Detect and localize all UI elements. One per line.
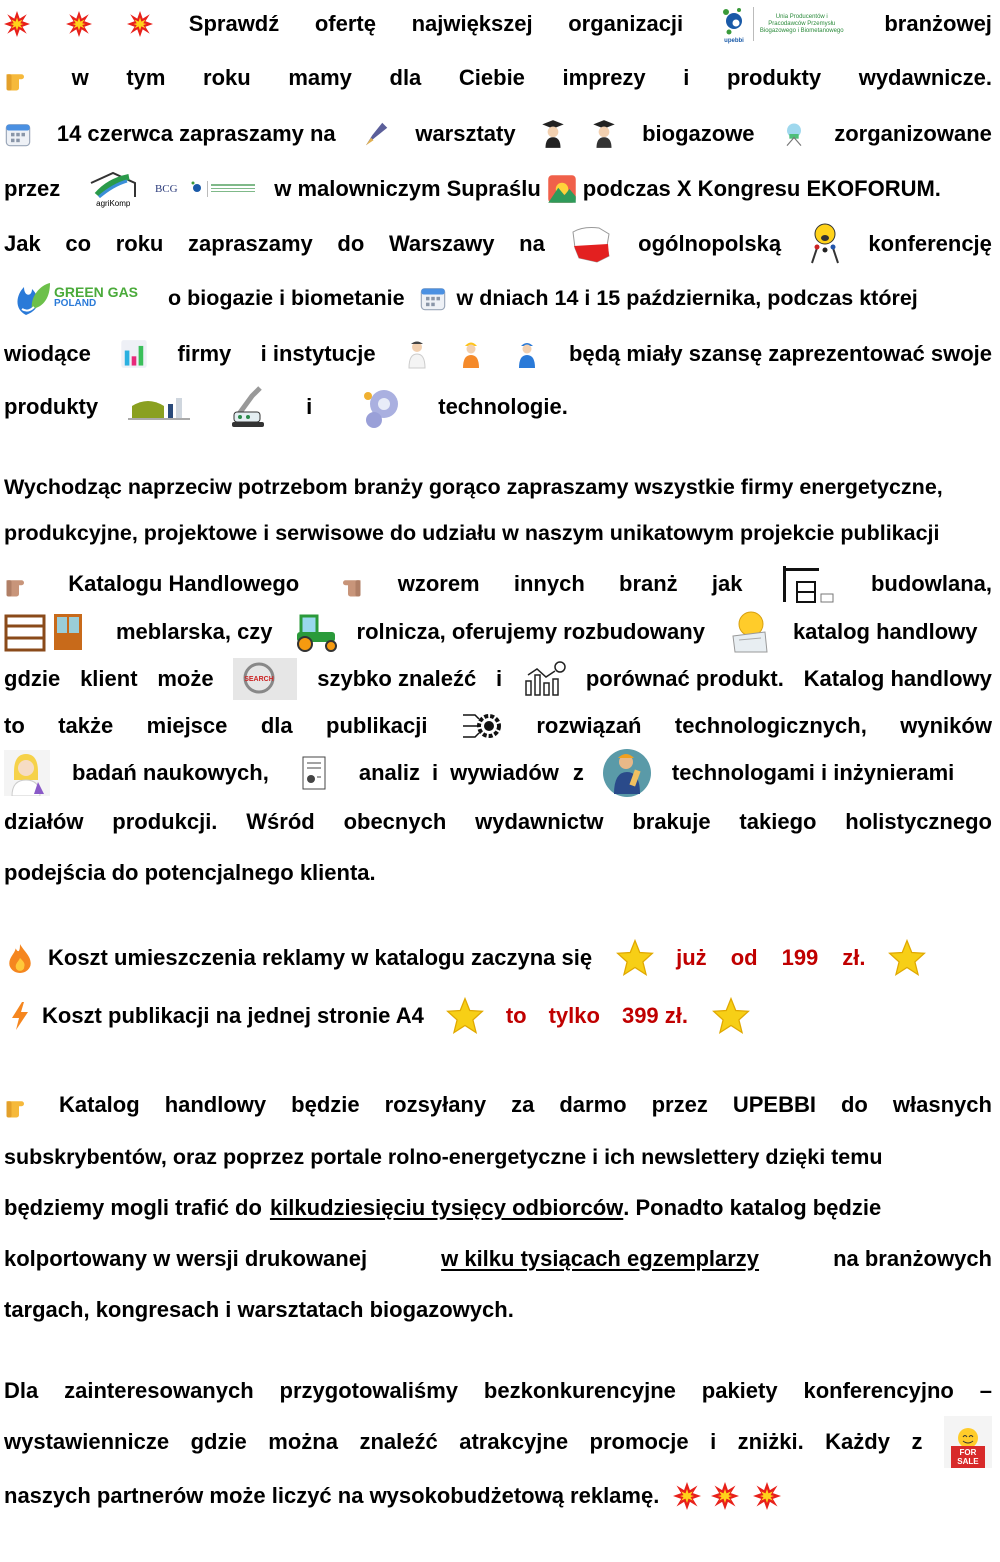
word: własnych: [892, 1092, 992, 1117]
text: będziemy mogli trafić do: [4, 1195, 262, 1220]
price-value: 199: [781, 945, 819, 970]
word: pakiety: [701, 1378, 778, 1403]
text: także: [58, 713, 114, 738]
text: jak: [711, 571, 743, 596]
upebbi-logo-small: [190, 169, 262, 209]
star-icon: [446, 997, 484, 1035]
svg-text:SEARCH: SEARCH: [244, 676, 275, 683]
scientist-icon: [405, 339, 429, 369]
word: roku: [115, 231, 164, 256]
calendar-icon: [4, 120, 32, 148]
text: na branżowych: [833, 1246, 992, 1271]
text: miejsce: [146, 713, 228, 738]
text: będą miały szansę zaprezentować swoje: [568, 341, 992, 366]
price-value: 399 zł.: [621, 1003, 688, 1028]
text: przez: [4, 176, 61, 201]
word: promocje: [589, 1429, 689, 1454]
text: produkcyjne, projektowe i serwisowe do udziału w naszym unikatowym projekcie publikacji: [4, 520, 940, 545]
word: do: [840, 1092, 868, 1117]
word: ofertę: [314, 11, 376, 36]
text: rozwiązań: [536, 713, 642, 738]
underlined-text: kilkudziesięciu tysięcy odbiorców: [269, 1195, 624, 1220]
text: produkty: [4, 394, 99, 419]
text: branż: [619, 571, 678, 596]
price-highlight: tylko: [548, 1003, 600, 1028]
distribution-line-2: [4, 1138, 992, 1176]
newspaper-reader-icon: [725, 610, 773, 654]
catalog-paragraph-line-4: [4, 610, 992, 654]
text: w malowniczym Supraślu: [274, 176, 541, 201]
text: Wychodząc naprzeciw potrzebom branży gorąco zapraszamy wszystkie firmy energetyczne,: [4, 474, 943, 499]
text: budowlana,: [870, 571, 992, 596]
female-scientist-icon: [4, 750, 50, 796]
text: klient: [80, 666, 138, 691]
upebbi-full-name: Unia Producentów i Pracodawców Przemysłu Biogazowego i Biometanowego: [759, 13, 844, 34]
catalog-paragraph-line-6: [4, 706, 992, 746]
packages-line-2: [4, 1414, 992, 1470]
svg-text:upebbi: upebbi: [723, 38, 744, 44]
text: działów: [4, 809, 84, 834]
robot-arm-icon: [226, 384, 270, 430]
text: 14 czerwca zapraszamy na: [56, 121, 336, 146]
text: kolportowany w wersji drukowanej: [4, 1246, 368, 1271]
text: badań naukowych,: [72, 760, 269, 785]
flask-icon: [779, 120, 809, 148]
word: na: [519, 231, 545, 256]
text: Koszt umieszczenia reklamy w katalogu zaczyna się: [48, 945, 593, 970]
text: takiego: [739, 809, 817, 834]
distribution-line-3: [4, 1189, 992, 1227]
construction-worker-icon: [458, 339, 484, 369]
comparison-chart-icon: [522, 661, 566, 697]
green-gas-poland-logo: GREEN GAS POLAND: [12, 278, 152, 318]
conference-speaker-icon: [806, 223, 844, 265]
text: wiodące: [4, 341, 91, 366]
pointing-hand-icon: [4, 569, 34, 599]
distribution-line-4: [4, 1240, 992, 1278]
word: za: [511, 1092, 535, 1117]
price-currency: zł.: [842, 945, 866, 970]
text: brakuje: [632, 809, 711, 834]
upebbi-logo: [719, 4, 849, 44]
price-line-ad: [4, 936, 992, 980]
intro-line-8: [4, 382, 992, 432]
star-icon: [712, 997, 750, 1035]
text: wydawnictw: [475, 809, 604, 834]
word: Sprawdź: [188, 11, 280, 36]
catalog-paragraph-line-7: [4, 748, 992, 798]
star-icon: [888, 939, 926, 977]
catalog-paragraph-line-9: [4, 854, 992, 892]
word: do: [337, 231, 365, 256]
text: to: [4, 713, 25, 738]
text: meblarska, czy: [116, 619, 273, 644]
text: firmy: [177, 341, 232, 366]
text: podejścia do potencjalnego klienta.: [4, 860, 376, 885]
burst-icon: [711, 1482, 739, 1510]
packages-line-3: [4, 1476, 992, 1516]
burst-icon: [127, 11, 153, 37]
word: zniżki.: [737, 1429, 804, 1454]
price-highlight: już: [676, 945, 707, 970]
construction-crane-icon: [777, 564, 837, 604]
text: publikacji: [326, 713, 428, 738]
word: wydawnicze.: [858, 65, 992, 90]
poland-map-icon: [569, 224, 613, 264]
text: wyników: [900, 713, 992, 738]
word: roku: [203, 65, 251, 90]
text: biogazowe: [642, 121, 755, 146]
packages-line-1: [4, 1372, 992, 1410]
text: holistycznego: [845, 809, 992, 834]
word: handlowy: [164, 1092, 267, 1117]
intro-line-7: [4, 332, 992, 376]
word: Katalog: [59, 1092, 140, 1117]
word: Ciebie: [458, 65, 525, 90]
price-line-a4: [4, 994, 992, 1038]
word: zapraszamy: [188, 231, 313, 256]
word: zainteresowanych: [64, 1378, 254, 1403]
word: przygotowaliśmy: [279, 1378, 459, 1403]
word: atrakcyjne: [459, 1429, 569, 1454]
text: rolnicza, oferujemy rozbudowany: [356, 619, 705, 644]
text: technologicznych,: [674, 713, 867, 738]
biogas-plant-icon: [128, 392, 190, 422]
text: i instytucje: [260, 341, 376, 366]
text: gdzie: [4, 666, 61, 691]
word: co: [65, 231, 92, 256]
catalog-paragraph-line-1: [4, 470, 992, 504]
text: dla: [260, 713, 293, 738]
cabinet-icon: [52, 612, 84, 652]
text: technologami i inżynierami: [671, 760, 955, 785]
tractor-icon: [291, 612, 341, 652]
bunk-bed-icon: [4, 612, 46, 652]
agrikomp-logo: agriKomp: [84, 167, 142, 211]
word: Warszawy: [388, 231, 495, 256]
text: . Ponadto katalog będzie: [623, 1195, 882, 1220]
text: może: [157, 666, 214, 691]
word: w: [71, 65, 89, 90]
word: Dla: [4, 1378, 39, 1403]
intro-line-4: [4, 166, 992, 212]
text: i: [431, 760, 439, 785]
distribution-line-1: [4, 1086, 992, 1124]
text: i: [306, 394, 313, 419]
word: darmo: [559, 1092, 627, 1117]
text: analiz: [358, 760, 420, 785]
student-man-icon: [591, 119, 617, 149]
text: z: [572, 760, 584, 785]
distribution-line-5: [4, 1291, 992, 1329]
burst-icon: [753, 1482, 781, 1510]
word: imprezy: [562, 65, 646, 90]
bcg-logo: BCG: [154, 183, 178, 195]
text: szybko znaleźć: [317, 666, 477, 691]
text: produkcji.: [112, 809, 218, 834]
word: gdzie: [190, 1429, 247, 1454]
word: wystawiennicze: [4, 1429, 170, 1454]
word: branżowej: [884, 11, 992, 36]
burst-icon: [66, 11, 92, 37]
text: Wśród: [246, 809, 315, 834]
word: Jak: [4, 231, 41, 256]
word: produkty: [726, 65, 822, 90]
word: ogólnopolską: [638, 231, 782, 256]
text: obecnych: [343, 809, 447, 834]
text: Katalogu Handlowego: [68, 571, 300, 596]
catalog-paragraph-line-2: [4, 516, 992, 550]
word: Każdy: [825, 1429, 890, 1454]
price-highlight: to: [505, 1003, 527, 1028]
pointing-hand-icon: [4, 63, 34, 93]
pointing-hand-icon: [4, 1090, 34, 1120]
intro-line-2: [4, 58, 992, 98]
fountain-pen-icon: [361, 119, 391, 149]
word: i: [683, 65, 690, 90]
text: wywiadów: [450, 760, 559, 785]
text: i: [496, 666, 503, 691]
word: dla: [389, 65, 422, 90]
word: konferencję: [868, 231, 992, 256]
intro-line-5: [4, 222, 992, 266]
intro-line-3: [4, 114, 992, 154]
search-research-icon: [233, 658, 297, 700]
intro-line-1: [4, 4, 992, 44]
catalog-paragraph-line-8: [4, 802, 992, 842]
word: rozsyłany: [384, 1092, 487, 1117]
upebbi-molecule-icon: [719, 4, 749, 44]
text: porównać produkt.: [585, 666, 784, 691]
text: katalog handlowy: [792, 619, 978, 644]
bar-chart-icon: [120, 339, 148, 369]
text: Koszt publikacji na jednej stronie A4: [42, 1003, 424, 1028]
text: naszych partnerów może liczyć na wysokobudżetową reklamę.: [4, 1483, 660, 1508]
underlined-text: w kilku tysiącach egzemplarzy: [441, 1246, 760, 1271]
word: bezkonkurencyjne: [483, 1378, 676, 1403]
mechanic-icon: [514, 339, 540, 369]
calendar-icon: [419, 284, 447, 312]
star-icon: [616, 939, 654, 977]
engineer-icon: [602, 748, 652, 798]
lightning-icon: [8, 1001, 32, 1031]
word: mamy: [288, 65, 352, 90]
word: z: [911, 1429, 923, 1454]
catalog-paragraph-line-5: [4, 656, 992, 702]
text: Katalog handlowy: [803, 666, 992, 691]
text: targach, kongresach i warsztatach biogazowych.: [4, 1297, 514, 1322]
text: w dniach 14 i 15 października, podczas której: [456, 285, 918, 310]
technology-gears-icon: [358, 382, 408, 432]
word: tym: [126, 65, 166, 90]
intro-line-6: [4, 276, 992, 320]
fire-icon: [6, 943, 34, 973]
word: największej: [411, 11, 533, 36]
sunrise-icon: [547, 174, 577, 204]
price-highlight: od: [730, 945, 758, 970]
pointing-hand-right-icon: [333, 569, 363, 599]
word: znaleźć: [359, 1429, 438, 1454]
text: podczas X Kongresu EKOFORUM.: [582, 176, 941, 201]
tech-gear-circuit-icon: [461, 709, 503, 743]
word: –: [979, 1378, 992, 1403]
for-sale-smiley-icon: FOR SALE: [944, 1416, 992, 1468]
word: konferencyjno: [803, 1378, 954, 1403]
text: o biogazie i biometanie: [168, 285, 405, 310]
text: subskrybentów, oraz poprzez portale rolno-energetyczne i ich newslettery dzięki temu: [4, 1144, 883, 1169]
burst-icon: [4, 11, 30, 37]
text: zorganizowane: [834, 121, 992, 146]
word: można: [268, 1429, 338, 1454]
text: warsztaty: [415, 121, 516, 146]
word: będzie: [291, 1092, 360, 1117]
student-woman-icon: [540, 119, 566, 149]
word: i: [710, 1429, 717, 1454]
text: technologie.: [438, 394, 568, 419]
word: przez: [651, 1092, 708, 1117]
burst-icon: [673, 1482, 701, 1510]
word: organizacji: [568, 11, 684, 36]
word: UPEBBI: [732, 1092, 816, 1117]
text: wzorem: [397, 571, 480, 596]
report-document-icon: [299, 755, 329, 791]
catalog-paragraph-line-3: [4, 562, 992, 606]
text: innych: [513, 571, 585, 596]
